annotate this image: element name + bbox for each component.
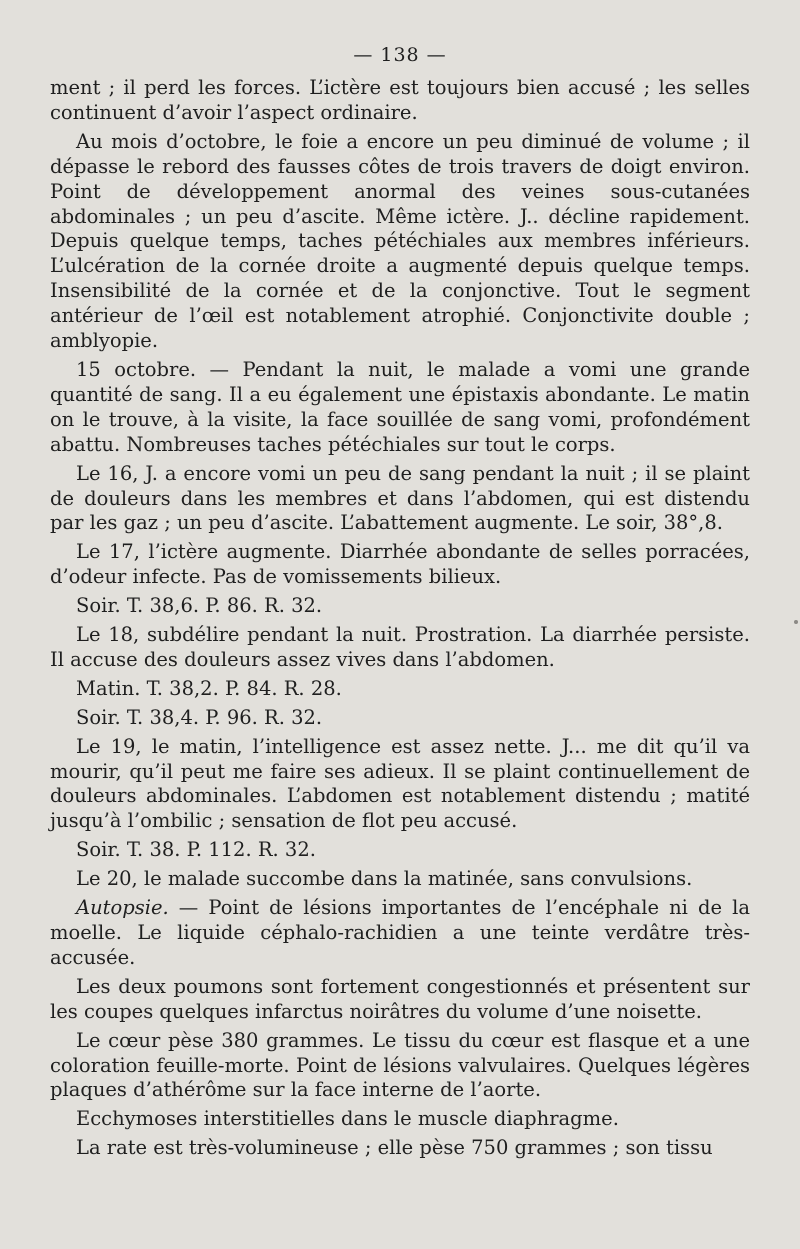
paragraph: Le 18, subdélire pendant la nuit. Prostration. La diarrhée persiste. Il accuse des douleurs assez vives dans l’abdomen. (50, 623, 750, 671)
paper-speck (794, 620, 798, 624)
autopsie-text: — Point de lésions importantes de l’encéphale ni de la moelle. Le liquide céphalo-rachidien a une teinte verdâtre très-accusée. (50, 896, 750, 969)
paragraph: Le 16, J. a encore vomi un peu de sang pendant la nuit ; il se plaint de douleurs dans les membres et dans l’abdomen, qui est distendu par les gaz ; un peu d’ascite. L’abattement augmente. Le soir, 38°,8. (50, 461, 750, 535)
paragraph: Le cœur pèse 380 grammes. Le tissu du cœur est flasque et a une coloration feuille-morte. Point de lésions valvulaires. Quelques légères plaques d’athérôme sur la face interne de l’aorte. (50, 1028, 750, 1102)
paragraph: Le 19, le matin, l’intelligence est assez nette. J... me dit qu’il va mourir, qu’il peut me faire ses adieux. Il se plaint continuellement de douleurs abdominales. L’abdomen est notablement distendu ; matité jusqu’à l’ombilic ; sensation de flot peu accusé. (50, 734, 750, 833)
paragraph: ment ; il perd les forces. L’ictère est toujours bien accusé ; les selles continuent d’avoir l’aspect ordinaire. (50, 76, 750, 124)
vitals-line: Matin. T. 38,2. P. 84. R. 28. (76, 676, 342, 700)
paragraph: La rate est très-volumineuse ; elle pèse 750 grammes ; son tissu (76, 1136, 713, 1160)
paragraph: Le 20, le malade succombe dans la matinée, sans convulsions. (76, 867, 693, 891)
body-text (50, 76, 750, 1165)
paragraph: Les deux poumons sont fortement congestionnés et présentent sur les coupes quelques infarctus noirâtres du volume d’une noisette. (50, 974, 750, 1023)
page-number: — 138 — (353, 44, 447, 66)
vitals-line: Soir. T. 38,4. P. 96. R. 32. (76, 705, 323, 729)
paragraph: Ecchymoses interstitielles dans le muscle diaphragme. (76, 1107, 619, 1131)
paragraph: Le 17, l’ictère augmente. Diarrhée abondante de selles porracées, d’odeur infecte. Pas de vomissements bilieux. (50, 540, 750, 589)
paragraph: 15 octobre. — Pendant la nuit, le malade a vomi une grande quantité de sang. Il a eu également une épistaxis abondante. Le matin on le trouve, à la visite, la face souillée de sang vomi, profondément abattu. Nombreuses taches pétéchiales sur tout le corps. (50, 357, 750, 456)
autopsie-paragraph (50, 896, 750, 971)
vitals-line: Soir. T. 38. P. 112. R. 32. (76, 838, 316, 862)
vitals-line: Soir. T. 38,6. P. 86. R. 32. (76, 594, 323, 618)
autopsie-heading: Autopsie. (76, 896, 169, 920)
paragraph: Au mois d’octobre, le foie a encore un peu diminué de volume ; il dépasse le rebord des fausses côtes de trois travers de doigt environ. Point de développement anormal des veines sous-cutanées abdominales ; un peu d’ascite. Même ictère. J.. décline rapidement. Depuis quelque temps, taches pétéchiales aux membres inférieurs. L’ulcération de la cornée droite a augmenté depuis quelque temps. Insensibilité de la cornée et de la conjonctive. Tout le segment antérieur de l’œil est notablement atrophié. Conjonctivite double ; amblyopie. (50, 129, 750, 353)
